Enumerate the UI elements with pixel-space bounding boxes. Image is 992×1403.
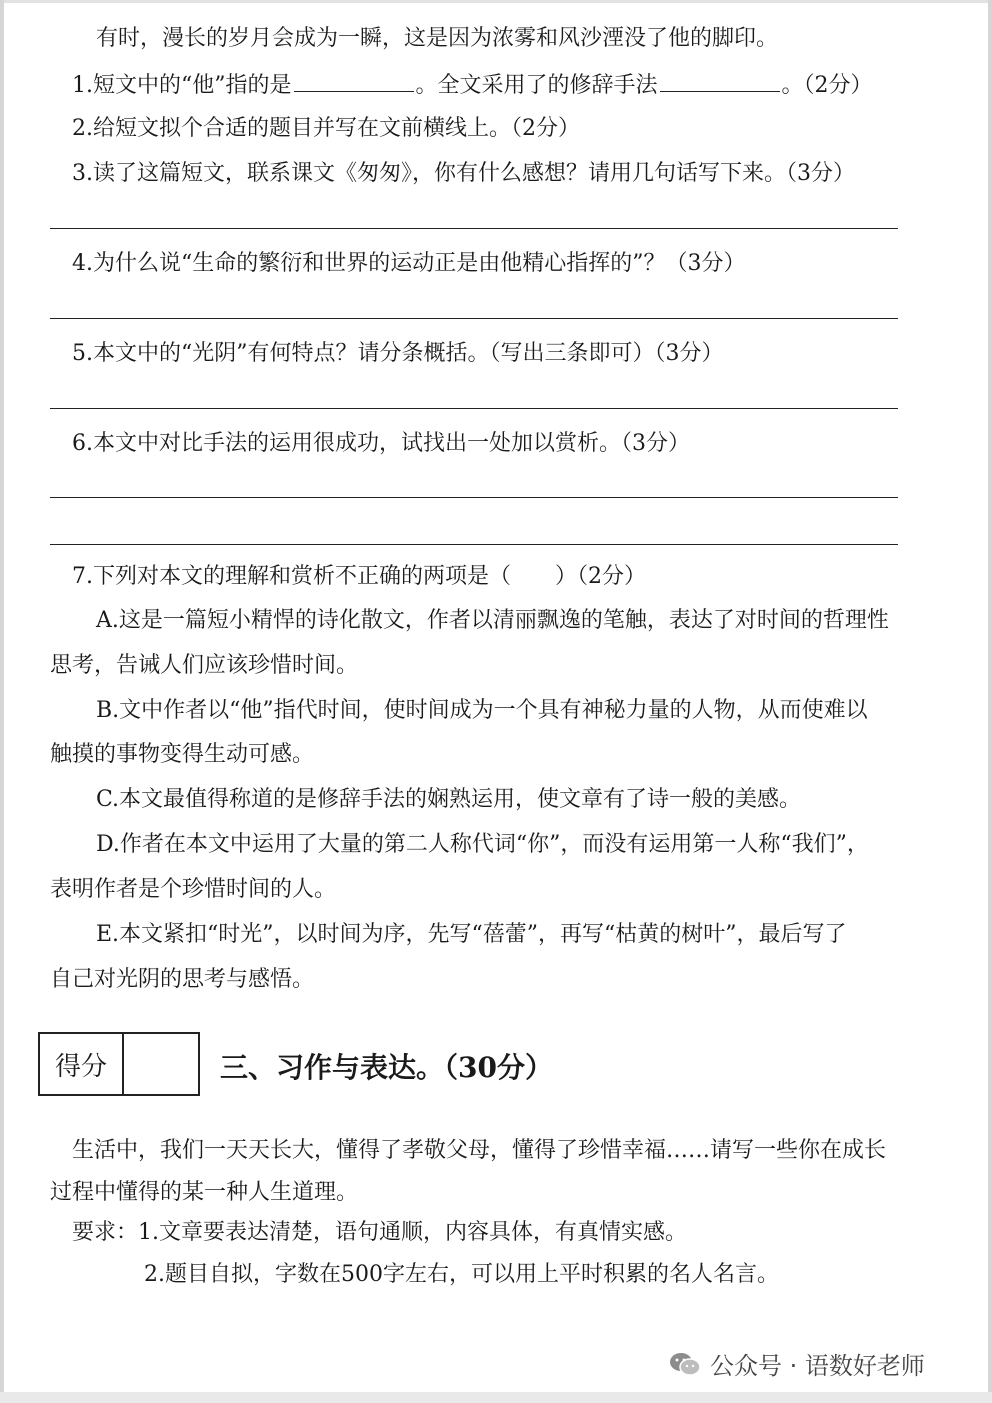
option-a-line-1: A.这是一篇短小精悍的诗化散文，作者以清丽飘逸的笔触，表达了对时间的哲理性 <box>96 608 889 633</box>
question-1-part-b: 。全文采用了的修辞手法 <box>415 73 658 98</box>
page-right-edge <box>988 0 992 1403</box>
answer-line-6a[interactable] <box>50 497 898 498</box>
score-entry-cell[interactable] <box>124 1034 198 1094</box>
passage-last-line: 有时，漫长的岁月会成为一瞬，这是因为浓雾和风沙湮没了他的脚印。 <box>96 26 779 51</box>
option-b-line-2: 触摸的事物变得生动可感。 <box>50 742 315 767</box>
option-d-line-2: 表明作者是个珍惜时间的人。 <box>50 877 337 902</box>
answer-blank-1[interactable] <box>294 69 414 92</box>
option-a-line-2: 思考，告诫人们应该珍惜时间。 <box>50 653 359 678</box>
requirement-1: 要求：1.文章要表达清楚，语句通顺，内容具体，有真情实感。 <box>72 1220 687 1245</box>
option-b-line-1: B.文中作者以“他”指代时间，使时间成为一个具有神秘力量的人物，从而使难以 <box>96 698 868 723</box>
question-5: 5.本文中的“光阴”有何特点？请分条概括。（写出三条即可）（3分） <box>72 341 724 366</box>
question-3: 3.读了这篇短文，联系课文《匆匆》，你有什么感想？请用几句话写下来。（3分） <box>72 161 855 186</box>
watermark-text: 公众号 · 语数好老师 <box>710 1352 925 1380</box>
question-1 <box>72 69 873 101</box>
page-bottom-edge <box>0 1392 992 1403</box>
question-4: 4.为什么说“生命的繁衍和世界的运动正是由他精心指挥的”？（3分） <box>72 251 746 276</box>
answer-line-3[interactable] <box>50 228 898 229</box>
answer-blank-2[interactable] <box>660 69 780 92</box>
watermark <box>668 1346 925 1381</box>
answer-line-5[interactable] <box>50 408 898 409</box>
question-6: 6.本文中对比手法的运用很成功，试找出一处加以赏析。（3分） <box>72 431 690 456</box>
section-3-title: 三、习作与表达。（30分） <box>220 1051 553 1084</box>
option-e-line-1: E.本文紧扣“时光”，以时间为序，先写“蓓蕾”，再写“枯黄的树叶”，最后写了 <box>96 922 847 947</box>
writing-prompt-line-2: 过程中懂得的某一种人生道理。 <box>50 1180 359 1205</box>
question-2: 2.给短文拟个合适的题目并写在文前横线上。（2分） <box>72 116 580 141</box>
page-top-edge <box>0 0 992 3</box>
answer-line-6b[interactable] <box>50 544 898 545</box>
question-7: 7.下列对本文的理解和赏析不正确的两项是（ ）（2分） <box>72 564 646 589</box>
score-label: 得分 <box>40 1034 124 1094</box>
option-d-line-1: D.作者在本文中运用了大量的第二人称代词“你”，而没有运用第一人称“我们”， <box>96 832 869 857</box>
score-box <box>38 1032 200 1096</box>
wechat-icon <box>668 1351 702 1377</box>
page-left-edge <box>0 0 4 1403</box>
question-1-part-c: 。（2分） <box>781 73 873 98</box>
question-1-part-a: 1.短文中的“他”指的是 <box>72 73 292 98</box>
requirement-2: 2.题目自拟，字数在500字左右，可以用上平时积累的名人名言。 <box>144 1262 779 1287</box>
answer-line-4[interactable] <box>50 318 898 319</box>
option-c: C.本文最值得称道的是修辞手法的娴熟运用，使文章有了诗一般的美感。 <box>96 787 802 812</box>
writing-prompt-line-1: 生活中，我们一天天长大，懂得了孝敬父母，懂得了珍惜幸福……请写一些你在成长 <box>72 1138 887 1163</box>
option-e-line-2: 自己对光阴的思考与感悟。 <box>50 967 315 992</box>
